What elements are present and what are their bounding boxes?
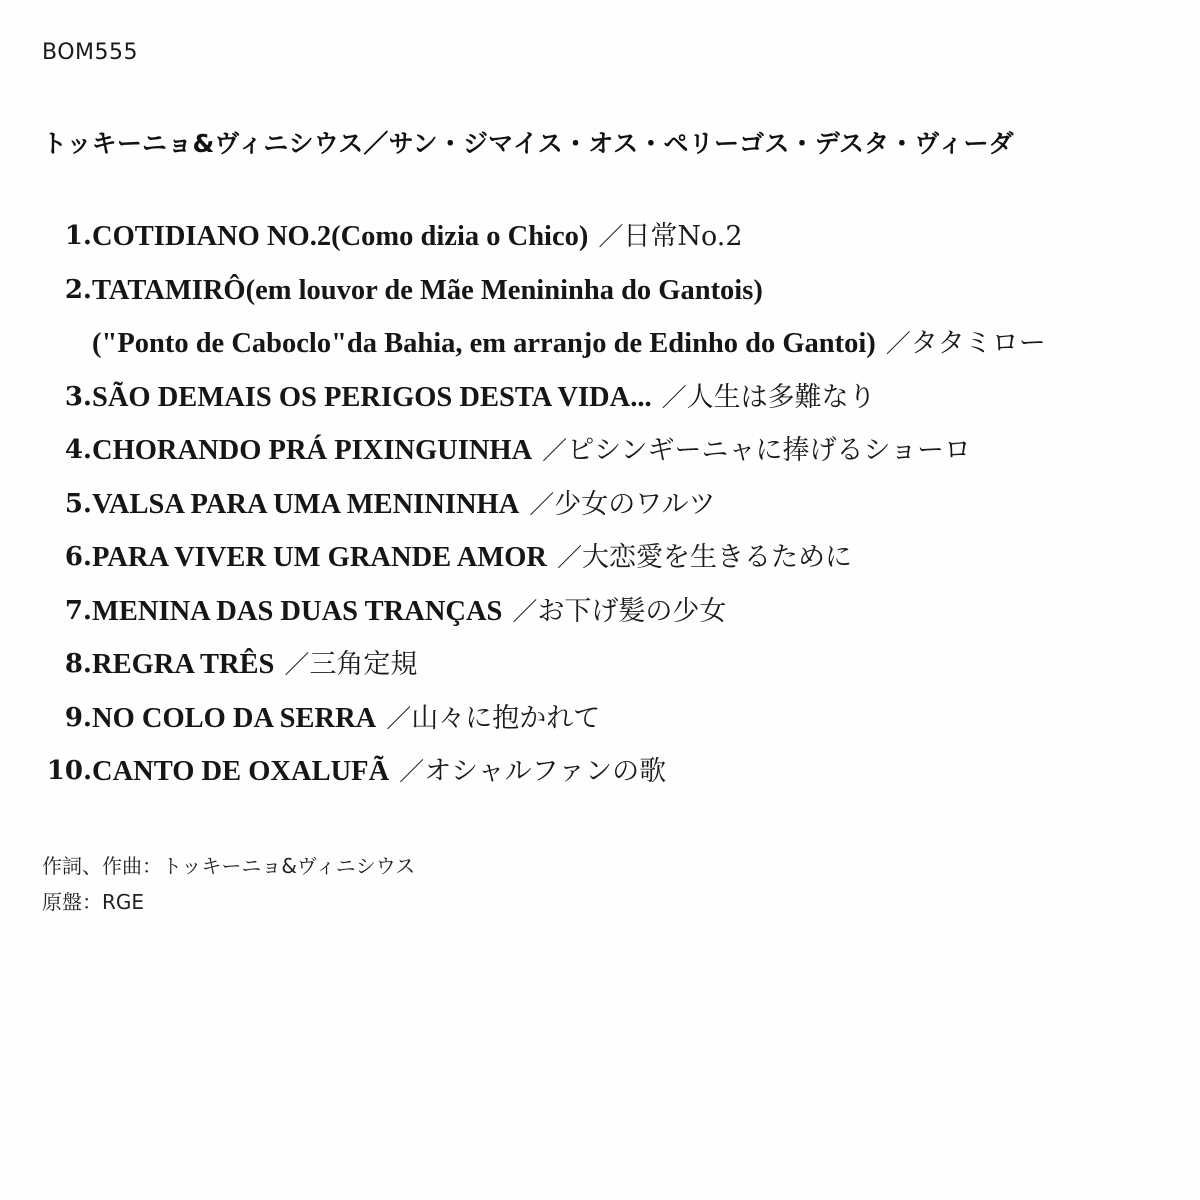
title-separator: ／ — [512, 596, 538, 626]
credits-block — [42, 848, 415, 920]
track-title: CANTO DE OXALUFÃ — [92, 756, 390, 787]
track-title-japanese: 日常No.2 — [623, 221, 743, 252]
track-number: 3. — [64, 381, 92, 412]
track-number: 7. — [64, 595, 92, 626]
track-title: ("Ponto de Caboclo"da Bahia, em arranjo de Edinho do Gantoi) — [92, 328, 876, 359]
track-item — [40, 371, 1180, 425]
catalog-number: BOM555 — [42, 40, 138, 65]
track-number: 1. — [64, 221, 92, 251]
track-item — [40, 210, 1180, 264]
title-separator: ／ — [661, 382, 687, 412]
track-item — [40, 745, 1180, 799]
title-separator: ／ — [542, 436, 568, 465]
title-separator: ／ — [598, 222, 624, 251]
track-number: 9. — [64, 702, 92, 733]
composer-credit: 作詞、作曲：トッキーニョ&ヴィニシウス — [42, 854, 416, 878]
track-title: TATAMIRÔ(em louvor de Mãe Menininha do Gantois) — [92, 274, 763, 306]
track-number: 8. — [64, 649, 92, 679]
track-title-japanese: 人生は多難なり — [686, 381, 876, 413]
track-title-japanese: ピシンギーニャに捧げるショーロ — [567, 435, 971, 466]
title-separator: ／ — [556, 543, 582, 572]
title-separator: ／ — [529, 489, 555, 519]
track-number: 6. — [64, 542, 92, 572]
track-item — [40, 585, 1180, 639]
track-item-continuation — [40, 317, 1180, 371]
track-title: REGRA TRÊS — [92, 649, 275, 680]
track-title: MENINA DAS DUAS TRANÇAS — [92, 595, 503, 627]
track-title: NO COLO DA SERRA — [92, 702, 377, 734]
track-title-japanese: タタミロー — [910, 328, 1046, 359]
track-number: 5. — [64, 488, 92, 519]
track-number: 2. — [64, 274, 92, 305]
album-title: トッキーニョ&ヴィニシウス／サン・ジマイス・オス・ペリーゴス・デスタ・ヴィーダ — [42, 129, 1014, 158]
track-item — [40, 478, 1180, 532]
track-item — [40, 638, 1180, 692]
track-item — [40, 424, 1180, 478]
title-separator: ／ — [284, 650, 310, 679]
track-title: PARA VIVER UM GRANDE AMOR — [92, 542, 547, 573]
original-label-credit: 原盤：RGE — [42, 890, 145, 914]
track-title-japanese: オシャルファンの歌 — [424, 756, 667, 787]
track-list — [40, 210, 1180, 799]
title-separator: ／ — [386, 703, 412, 733]
track-item — [40, 531, 1180, 585]
track-title-japanese: 山々に抱かれて — [411, 702, 601, 734]
track-number: 4. — [64, 435, 92, 465]
track-title-japanese: 三角定規 — [309, 649, 418, 680]
track-title-japanese: 大恋愛を生きるために — [581, 542, 852, 573]
track-title: CHORANDO PRÁ PIXINGUINHA — [92, 435, 533, 466]
title-separator: ／ — [399, 757, 425, 786]
track-title: SÃO DEMAIS OS PERIGOS DESTA VIDA... — [92, 381, 652, 413]
track-title-japanese: お下げ髪の少女 — [537, 595, 727, 627]
track-title: VALSA PARA UMA MENININHA — [92, 488, 520, 520]
track-title-japanese: 少女のワルツ — [554, 488, 716, 520]
track-number: 10. — [46, 756, 92, 786]
track-item — [40, 264, 1180, 318]
track-title: COTIDIANO NO.2(Como dizia o Chico) — [92, 221, 589, 252]
track-item — [40, 692, 1180, 746]
title-separator: ／ — [885, 329, 911, 358]
